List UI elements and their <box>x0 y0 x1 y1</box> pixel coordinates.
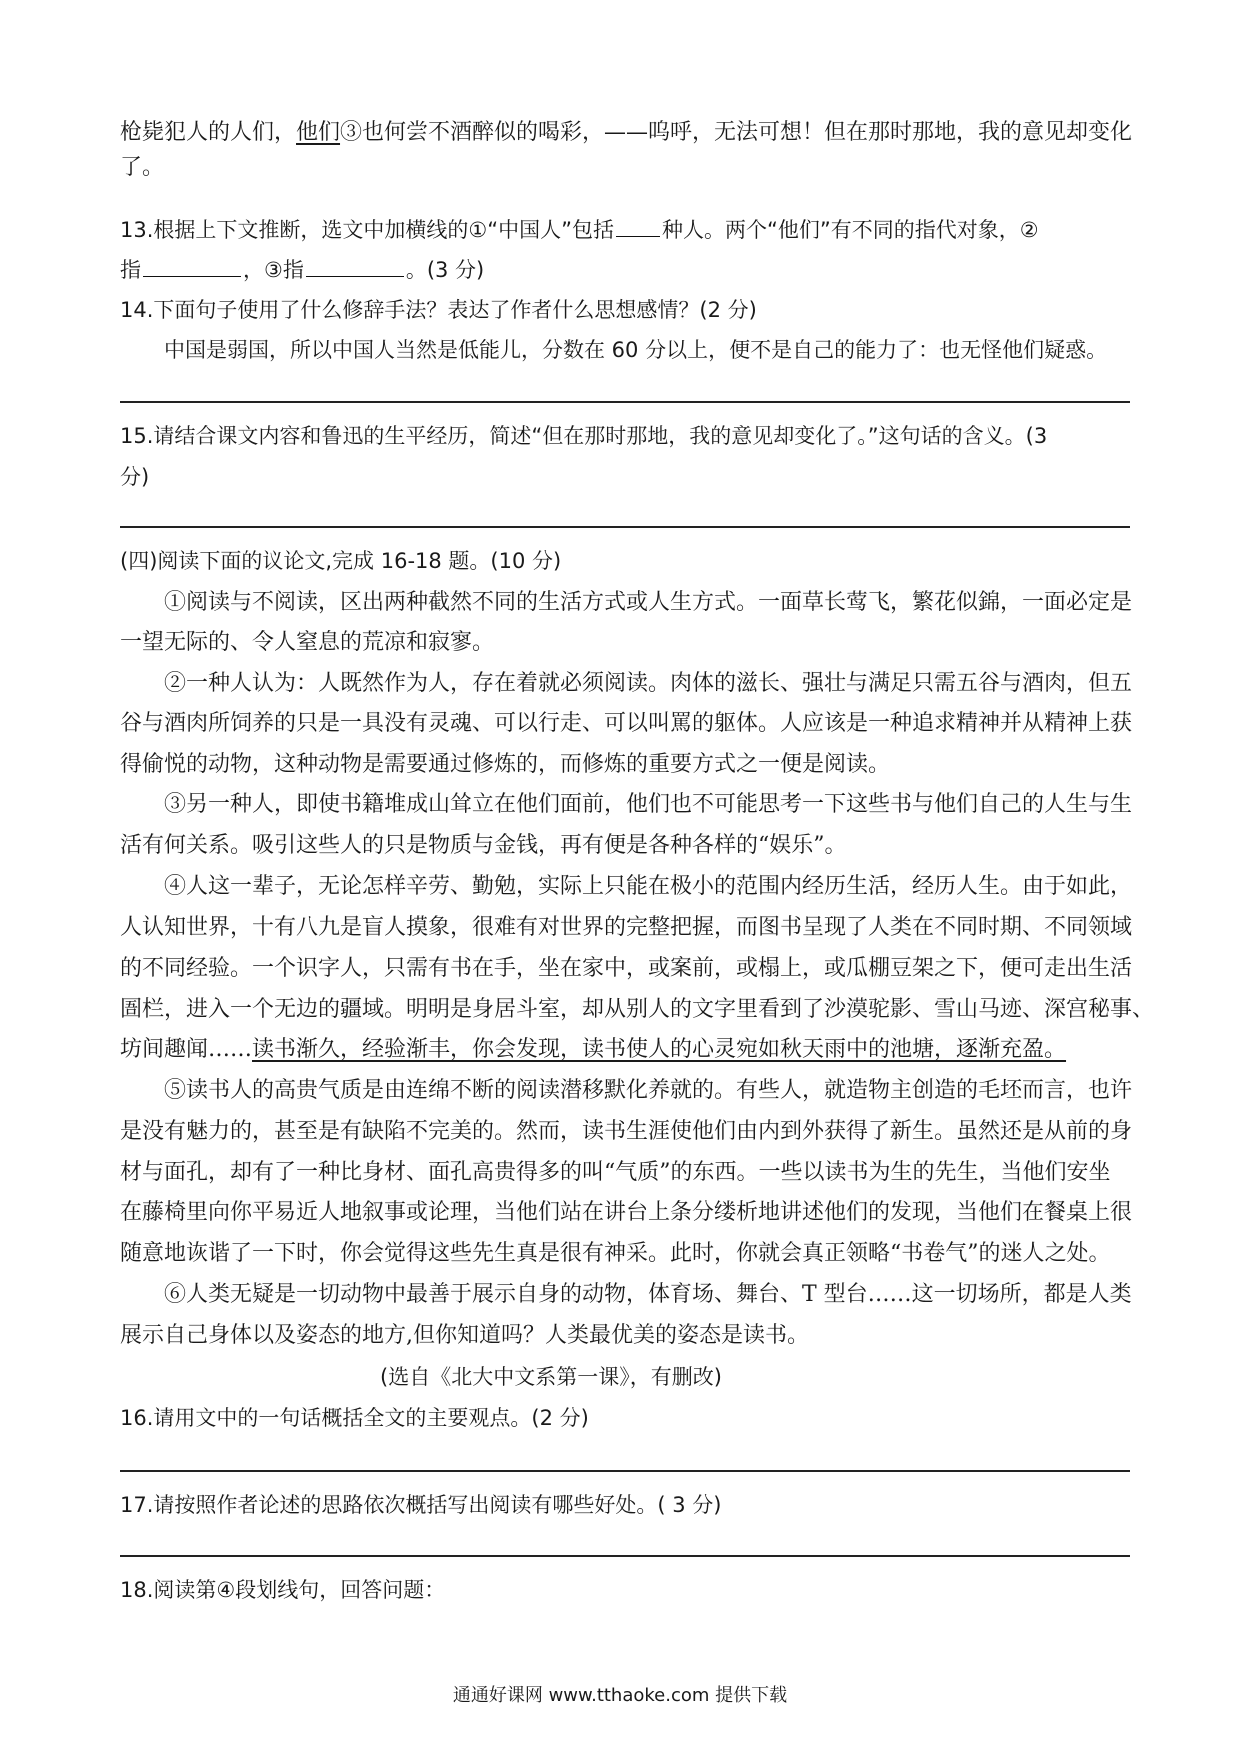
question-15-cont: 分) <box>120 465 150 489</box>
question-15: 15.请结合课文内容和鲁迅的生平经历，简述“但在那时那地，我的意见却变化了。”这句话的含义。(3 <box>120 424 1048 448</box>
page-footer: 通通好课网 www.tthaoke.com 提供下载 <box>452 1685 788 1706</box>
text-segment: 坊间趣闻…… <box>120 1037 253 1062</box>
underlined-they: 他们 <box>296 120 341 145</box>
paragraph-line: 人认知世界，十有八九是盲人摸象，很难有对世界的完整把握，而图书呈现了人类在不同时期、不同领域 <box>120 915 1133 940</box>
paragraph-line: 的不同经验。一个识字人，只需有书在手，坐在家中，或案前，或榻上，或瓜棚豆架之下，便可走出生活 <box>120 956 1133 981</box>
question-18: 18.阅读第④段划线句，回答问题： <box>120 1578 446 1602</box>
question-14: 14.下面句子使用了什么修辞手法？表达了作者什么思想感情？(2 分) <box>120 298 757 322</box>
paragraph-line: ③另一种人，即使书籍堆成山耸立在他们面前，他们也不可能思考一下这些书与他们自己的人生与生 <box>164 792 1133 817</box>
passage-continuation-line <box>120 118 1133 148</box>
paragraph-line: ⑤读书人的高贵气质是由连绵不断的阅读潜移默化养就的。有些人，就造物主创造的毛坯而言，也许 <box>164 1078 1133 1103</box>
paragraph-line: ①阅读与不阅读，区出两种截然不同的生活方式或人生方式。一面草长莺飞，繁花似錦，一面必定是 <box>164 590 1133 615</box>
question-13 <box>120 214 1130 244</box>
paragraph-line: 展示自己身体以及姿态的地方,但你知道吗？人类最优美的姿态是读书。 <box>120 1323 809 1348</box>
question-text: ，③指 <box>243 258 304 282</box>
paragraph-line: 是没有魅力的，甚至是有缺陷不完美的。然而，读书生涯使他们由内到外获得了新生。虽然还是从前的身 <box>120 1119 1133 1144</box>
question-17: 17.请按照作者论述的思路依次概括写出阅读有哪些好处。( 3 分) <box>120 1493 722 1517</box>
text-segment: 枪毙犯人的人们， <box>120 120 297 145</box>
question-text: 指 <box>120 258 141 282</box>
paragraph-line <box>120 1035 1130 1065</box>
question-14-quote: 中国是弱国，所以中国人当然是低能儿，分数在 60 分以上，便不是自己的能力了：也无怪他们疑惑。 <box>164 338 1108 362</box>
answer-blank[interactable] <box>306 254 404 277</box>
text-segment: ③也何尝不酒醉似的喝彩，——呜呼，无法可想！但在那时那地，我的意见却变化 <box>340 120 1133 145</box>
paragraph-line: ②一种人认为：人既然作为人，存在着就必须阅读。肉体的滋长、强壮与满足只需五谷与酒肉，但五 <box>164 671 1133 696</box>
answer-line[interactable] <box>120 1470 1130 1472</box>
answer-blank[interactable] <box>143 254 241 277</box>
question-text: 13.根据上下文推断，选文中加横线的①“中国人”包括 <box>120 218 614 242</box>
paragraph-line: 活有何关系。吸引这些人的只是物质与金钱，再有便是各种各样的“娱乐”。 <box>120 833 847 858</box>
paragraph-line: 得偷悦的动物，这种动物是需要通过修炼的，而修炼的重要方式之一便是阅读。 <box>120 752 891 777</box>
paragraph-line: 在藤椅里向你平易近人地叙事或论理，当他们站在讲台上条分缕析地讲述他们的发现，当他们在餐桌上很 <box>120 1200 1133 1225</box>
paragraph-line: 圄栏，进入一个无边的疆域。明明是身居斗室，却从别人的文字里看到了沙漠驼影、雪山马迹、深宫秘事、 <box>120 997 1155 1022</box>
answer-blank[interactable] <box>616 214 660 237</box>
passage-continuation-line: 了。 <box>120 155 165 180</box>
answer-line[interactable] <box>120 401 1130 403</box>
paragraph-line: ⑥人类无疑是一切动物中最善于展示自身的动物，体育场、舞台、T 型台……这一切场所，都是人类 <box>164 1282 1132 1307</box>
question-text: 种人。两个“他们”有不同的指代对象，② <box>661 218 1039 242</box>
paragraph-line: 材与面孔，却有了一种比身材、面孔高贵得多的叫“气质”的东西。一些以读书为生的先生，当他们安坐 <box>120 1160 1111 1185</box>
paragraph-line: ④人这一辈子，无论怎样辛劳、勤勉，实际上只能在极小的范围内经历生活，经历人生。由于如此， <box>164 874 1133 899</box>
question-13-cont <box>120 254 1130 284</box>
paragraph-line: 一望无际的、令人窒息的荒凉和寂寥。 <box>120 630 495 655</box>
question-text: 。(3 分) <box>405 258 485 282</box>
paragraph-line: 谷与酒肉所饲养的只是一具没有灵魂、可以行走、可以叫罵的躯体。人应该是一种追求精神并从精神上获 <box>120 711 1133 736</box>
section-heading: (四)阅读下面的议论文,完成 16-18 题。(10 分) <box>120 549 562 573</box>
answer-line[interactable] <box>120 526 1130 528</box>
source-citation: (选自《北大中文系第一课》，有删改) <box>380 1365 722 1389</box>
underlined-sentence: 读书渐久，经验渐丰，你会发现，读书使人的心灵宛如秋天雨中的池塘，逐渐充盈。 <box>252 1037 1067 1062</box>
paragraph-line: 随意地诙谐了一下时，你会觉得这些先生真是很有神采。此时，你就会真正领略“书卷气”的迷人之处。 <box>120 1241 1111 1266</box>
question-16: 16.请用文中的一句话概括全文的主要观点。(2 分) <box>120 1406 589 1430</box>
answer-line[interactable] <box>120 1555 1130 1557</box>
